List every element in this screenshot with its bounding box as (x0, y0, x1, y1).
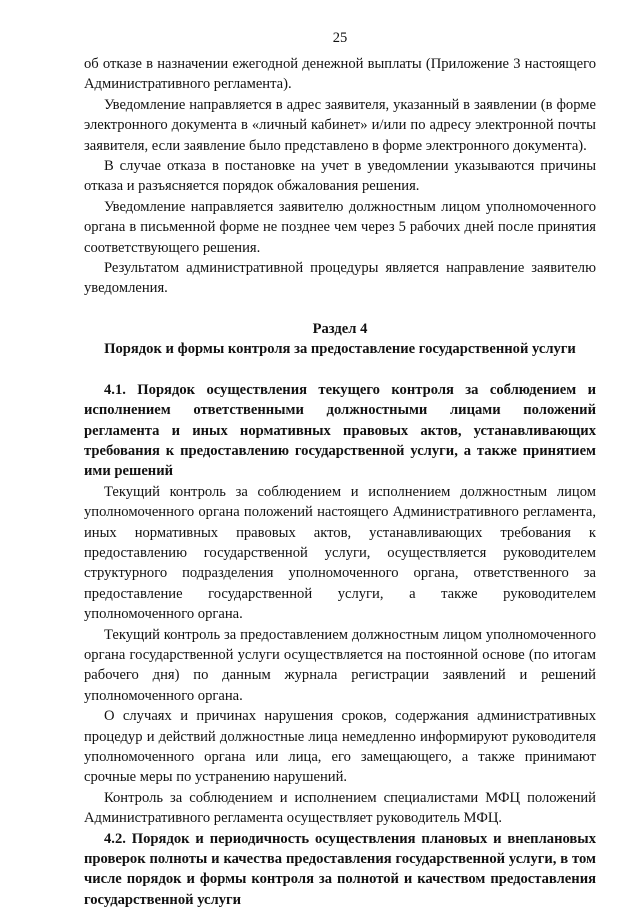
paragraph-procedure-result: Результатом административной процедуры является направление заявителю уведомления. (84, 260, 596, 297)
subsection-4-2-heading: 4.2. Порядок и периодичность осуществления плановых и внеплановых проверок полноты и качества предоставления государственной услуги, в том числе порядок и формы контроля за полнотой и качеством предоставления государственной услуги (84, 830, 596, 908)
paragraph-refusal-notice: об отказе в назначении ежегодной денежной выплаты (Приложение 3 настоящего Административного регламента). (84, 56, 596, 93)
paragraph-notification-address: Уведомление направляется в адрес заявителя, указанный в заявлении (в форме электронного документа в «личный кабинет» и/или по адресу электронной почты заявителя, если заявление было представлено в форме электронного документа). (84, 96, 596, 154)
document-page (84, 30, 596, 910)
page-number: 25 (332, 30, 348, 46)
section-title: Порядок и формы контроля за предоставление государственной услуги (104, 341, 576, 358)
paragraph-violations: О случаях и причинах нарушения сроков, содержания административных процедур и действий должностные лица немедленно информируют руководителя уполномоченного органа или лица, его замещающего, а также принимают срочные меры по устранению нарушений. (84, 708, 596, 786)
subsection-4-1-heading: 4.1. Порядок осуществления текущего контроля за соблюдением и исполнением ответственными должностными лицами положений регламента и иных нормативных правовых актов, устанавливающих требования к предоставлению государственной услуги, а также принятием ими решений (84, 381, 596, 480)
paragraph-refusal-reasons: В случае отказа в постановке на учет в уведомлении указываются причины отказа и разъясняется порядок обжалования решения. (84, 158, 596, 195)
paragraph-mfc-control: Контроль за соблюдением и исполнением специалистами МФЦ положений Административного регламента осуществляет руководитель МФЦ. (84, 789, 596, 827)
paragraph-current-control: Текущий контроль за соблюдением и исполнением должностным лицом уполномоченного органа положений настоящего Административного регламента, иных нормативных правовых актов, устанавливающих требования к предоставлению государственной услуги, осуществляется руководителем структурного подразделения уполномоченного органа, ответственного за предоставление государственной услуги, а также руководителем уполномоченного органа. (84, 483, 596, 623)
paragraph-notification-deadline: Уведомление направляется заявителю должностным лицом уполномоченного органа в письменной форме не позднее чем через 5 рабочих дней после принятия соответствующего решения. (84, 198, 596, 256)
section-spacer (84, 360, 596, 380)
section-heading: Раздел 4 (312, 320, 368, 337)
paragraph-control-basis: Текущий контроль за предоставлением должностным лицом уполномоченного органа государственной услуги осуществляется на постоянной основе (по итогам рабочего дня) по данным журнала регистрации заявлений и решений уполномоченного органа. (84, 626, 596, 704)
